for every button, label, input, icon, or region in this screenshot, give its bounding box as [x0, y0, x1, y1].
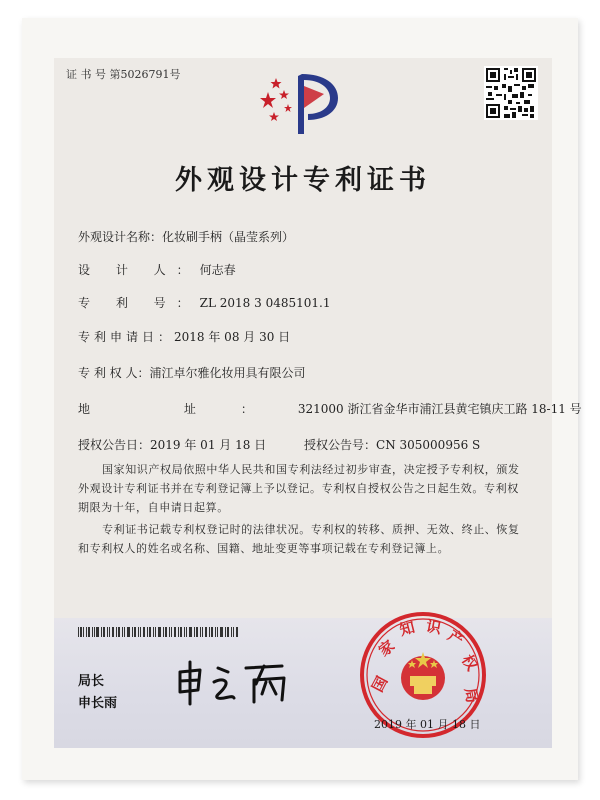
certificate-sheet	[54, 58, 582, 748]
svg-text:识: 识	[424, 617, 443, 638]
patentee-value: 浦江卓尔雅化妆用具有限公司	[149, 366, 306, 380]
issue-date: 2019 年 01 月 18 日	[374, 718, 481, 731]
svg-text:权: 权	[458, 651, 482, 674]
director-signature	[174, 658, 304, 712]
svg-text:知: 知	[397, 618, 417, 640]
designer-label: 设 计 人：	[78, 263, 200, 277]
announce-date-label: 授权公告日：	[78, 438, 151, 452]
svg-text:国: 国	[368, 673, 392, 696]
address-label: 地 址：	[78, 402, 298, 416]
certificate-title: 外观设计专利证书	[175, 165, 431, 196]
legal-status-paragraph: 专利证书记载专利权登记时的法律状况。专利权的转移、质押、无效、终止、恢复和专利权人的姓名或名称、国籍、地址变更等事项记载在专利登记簿上。	[78, 523, 520, 555]
announce-date-row	[78, 436, 266, 453]
filing-date-label: 专利申请日：	[78, 330, 175, 344]
grant-paragraph: 国家知识产权局依照中华人民共和国专利法经过初步审查，决定授予专利权，颁发外观设计专利证书并在专利登记簿上予以登记。专利权自授权公告之日起生效。专利权期限为十年，自申请日起算。	[78, 463, 520, 514]
patent-office-logo	[254, 68, 344, 148]
patentee-row	[78, 364, 305, 381]
announce-number-value: CN 305000956 S	[376, 438, 481, 452]
patent-number-row	[78, 294, 330, 311]
announce-number-row	[304, 436, 480, 453]
announce-number-label: 授权公告号：	[304, 438, 377, 452]
announce-date-value: 2019 年 01 月 18 日	[150, 438, 267, 452]
filing-date-row	[78, 328, 290, 345]
design-name-label: 外观设计名称：	[78, 230, 163, 244]
address-row	[78, 400, 582, 417]
designer-row	[78, 261, 236, 278]
patent-number-label: 专 利 号：	[78, 296, 200, 310]
design-name-value: 化妆刷手柄（晶莹系列）	[162, 230, 295, 244]
director-title: 局长	[78, 674, 105, 689]
svg-text:局: 局	[461, 686, 482, 705]
patentee-label: 专 利 权 人：	[78, 366, 150, 380]
svg-text:家: 家	[375, 636, 399, 660]
patent-number-value: ZL 2018 3 0485101.1	[199, 296, 331, 310]
designer-value: 何志春	[199, 263, 236, 277]
svg-text:产: 产	[444, 626, 468, 650]
certificate-number: 证 书 号 第5026791号	[66, 68, 181, 81]
design-name-row	[78, 228, 294, 245]
barcode	[78, 622, 238, 632]
qr-code	[484, 66, 538, 120]
filing-date-value: 2018 年 08 月 30 日	[174, 330, 291, 344]
address-value: 321000 浙江省金华市浦江县黄宅镇庆工路 18-11 号	[297, 402, 582, 416]
director-name: 申长雨	[78, 696, 118, 711]
